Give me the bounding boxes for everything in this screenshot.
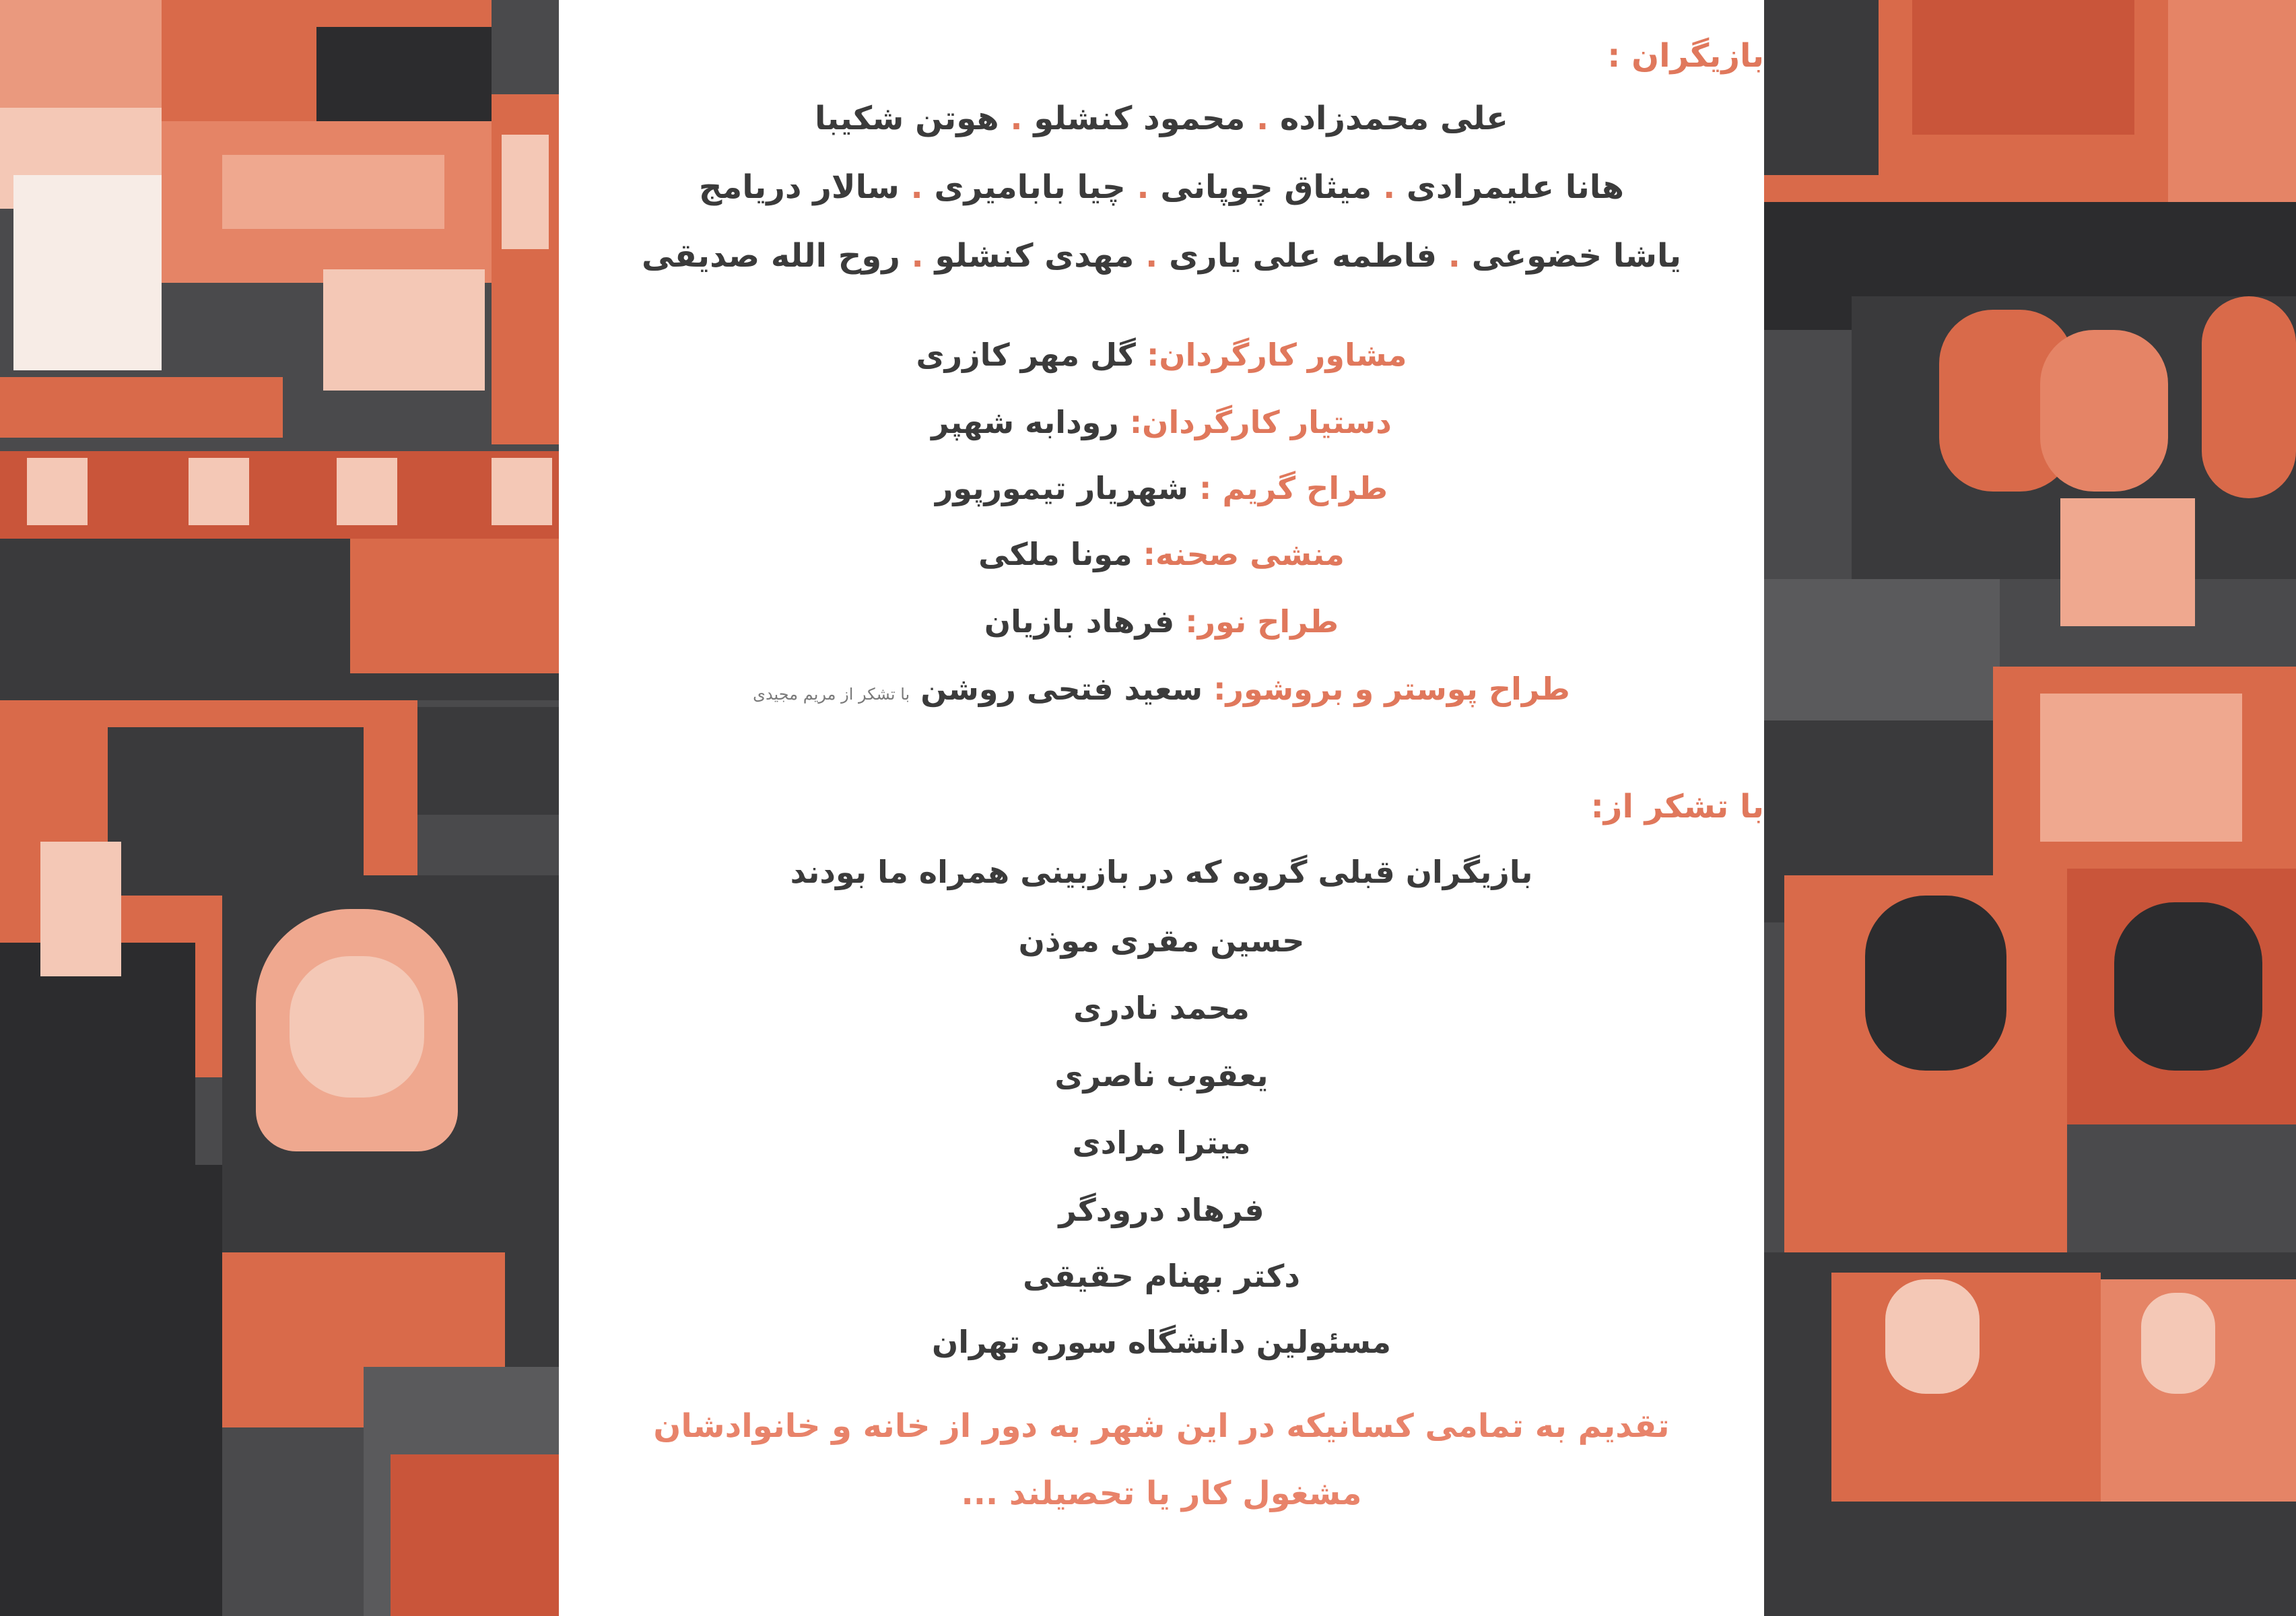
crew-credit <box>559 603 1764 640</box>
cast-name: مهدی کنشلو <box>935 237 1135 275</box>
thanks-item: بازیگران قبلی گروه که در بازبینی همراه ما بودند <box>790 854 1533 890</box>
cast-name: سالار دریامج <box>698 168 900 206</box>
crew-name: رودابه شهپر <box>931 404 1119 440</box>
cast-row <box>559 237 1764 275</box>
photo-fragment <box>350 539 559 673</box>
photo-fragment <box>391 1454 559 1616</box>
photo-face <box>2040 330 2168 492</box>
photo-face <box>1885 1279 1980 1394</box>
separator-dot: . <box>1437 237 1461 275</box>
crew-note: با تشکر از مریم مجیدی <box>753 685 910 704</box>
photo-face <box>189 458 249 525</box>
crew-name: مونا ملکی <box>978 536 1133 572</box>
crew-name: سعید فتحی روشن <box>920 671 1203 707</box>
crew-name: گل مهر کازری <box>916 337 1136 373</box>
photo-face <box>2141 1293 2215 1394</box>
photo-fragment <box>222 155 444 229</box>
cast-name: هوتن شکیبا <box>815 100 999 137</box>
separator-dot: . <box>1134 237 1158 275</box>
photo-face <box>492 458 552 525</box>
photo-fragment <box>108 727 364 896</box>
separator-dot: . <box>1245 100 1269 137</box>
crew-name: فرهاد بازیان <box>984 603 1175 640</box>
photo-fragment <box>502 135 549 249</box>
thanks-heading: با تشکر از: <box>1590 788 1764 826</box>
photo-paper-sheets <box>13 175 162 370</box>
cast-name: میثاق چوپانی <box>1160 168 1372 206</box>
crew-credit <box>559 337 1764 373</box>
separator-dot: . <box>1372 168 1396 206</box>
photo-face <box>337 458 397 525</box>
dedication-line: تقدیم به تمامی کسانیکه در این شهر به دور از خانه و خانوادشان <box>653 1407 1670 1445</box>
photo-fragment <box>2040 694 2242 842</box>
crew-credit <box>559 404 1764 440</box>
photo-fragment <box>0 1165 222 1616</box>
cast-name: محمود کنشلو <box>1034 100 1246 137</box>
crew-role: طراح گریم : <box>1199 470 1388 506</box>
dedication-line: مشغول کار یا تحصیلند ... <box>961 1475 1362 1512</box>
photo-fragment <box>0 0 162 108</box>
crew-name: شهریار تیمورپور <box>935 470 1189 506</box>
photo-fragment <box>1764 579 2000 720</box>
photo-fragment <box>1764 0 1879 175</box>
cast-name: چیا بابامیری <box>934 168 1126 206</box>
thanks-item: مسئولین دانشگاه سوره تهران <box>931 1324 1392 1360</box>
crew-role: دستیار کارگردان: <box>1129 404 1392 440</box>
cast-name: فاطمه علی یاری <box>1169 237 1438 275</box>
crew-role: مشاور کارگردان: <box>1146 337 1407 373</box>
photo-face <box>1865 896 2006 1071</box>
crew-role: طراح پوستر و بروشور: <box>1213 671 1570 707</box>
photo-face <box>2114 902 2262 1071</box>
cast-row <box>559 168 1764 206</box>
thanks-item: حسین مقری موذن <box>1018 922 1305 959</box>
photo-fragment <box>316 27 492 121</box>
photo-fragment <box>323 269 485 391</box>
photo-face <box>2202 296 2296 498</box>
cast-heading: بازیگران : <box>1607 37 1764 75</box>
credits-panel <box>559 0 1764 1616</box>
separator-dot: . <box>999 100 1023 137</box>
photo-fragment <box>40 842 121 976</box>
cast-name: هانا علیمرادی <box>1406 168 1625 206</box>
thanks-item: دکتر بهنام حقیقی <box>1023 1258 1300 1294</box>
thanks-item: میترا مرادی <box>1072 1124 1251 1161</box>
separator-dot: . <box>900 237 924 275</box>
cast-name: روح الله صدیقی <box>641 237 900 275</box>
photo-fragment <box>1912 0 2134 135</box>
photo-face <box>290 956 424 1098</box>
separator-dot: . <box>899 168 923 206</box>
photo-fragment <box>417 707 559 815</box>
crew-role: منشی صحنه: <box>1143 536 1345 572</box>
left-photo-collage <box>0 0 559 1616</box>
right-photo-collage <box>1764 0 2296 1616</box>
crew-credit <box>559 536 1764 572</box>
crew-credit <box>559 470 1764 506</box>
thanks-item: یعقوب ناصری <box>1054 1057 1269 1093</box>
cast-name: یاشا خضوعی <box>1471 237 1682 275</box>
thanks-item: محمد نادری <box>1073 990 1250 1026</box>
thanks-item: فرهاد درودگر <box>1058 1192 1264 1228</box>
photo-hand <box>2060 498 2195 626</box>
crew-credit <box>559 671 1764 707</box>
photo-face <box>27 458 88 525</box>
cast-row <box>559 100 1764 137</box>
crew-role: طراح نور: <box>1185 603 1339 640</box>
separator-dot: . <box>1125 168 1149 206</box>
photo-fragment <box>0 377 283 438</box>
cast-name: علی محمدزاده <box>1280 100 1508 137</box>
